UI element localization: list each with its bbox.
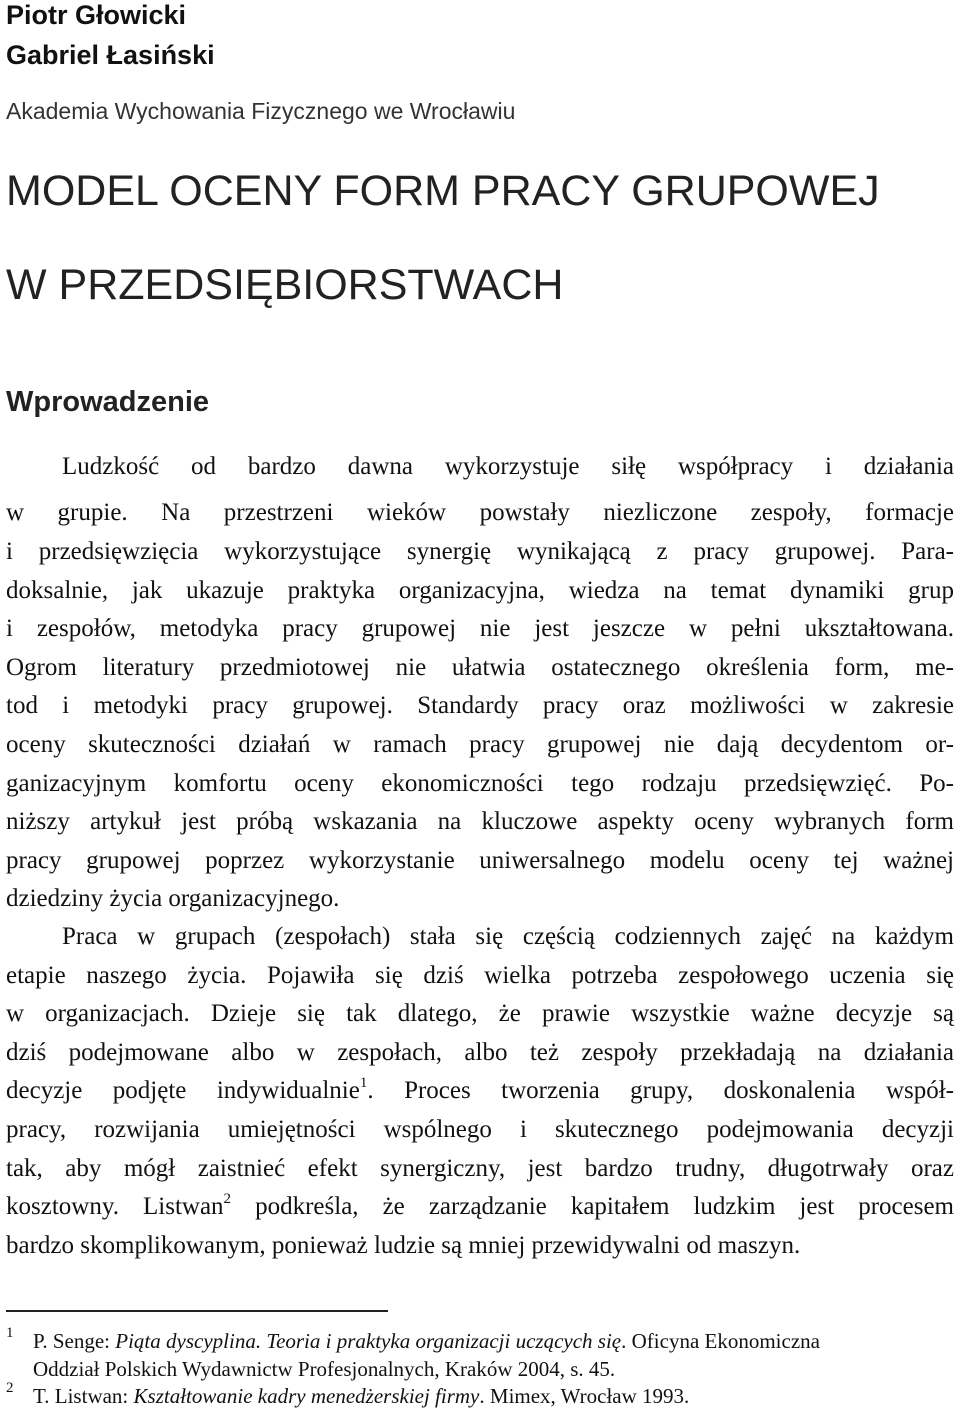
text-line: dziedziny życia organizacyjnego. (6, 885, 340, 912)
text-line: Ludzkość od bardzo dawna wykorzystuje siłę współpracy i działania (62, 453, 954, 480)
text-line: ganizacyjnym komfortu oceny ekonomiczności tego rodzaju przedsięwzięć. Po- (6, 770, 954, 797)
section-heading: Wprowadzenie (6, 386, 210, 418)
text-span: decyzje podjęte indywidualnie (6, 1077, 360, 1104)
footnote-1 (33, 1327, 955, 1355)
text-line: oceny skuteczności działań w ramach pracy grupowej nie dają decydentom or- (6, 731, 954, 758)
footnote-book-title: Kształtowanie kadry menedżerskiej firmy (133, 1384, 480, 1408)
text-line: doksalnie, jak ukazuje praktyka organizacyjna, wiedza na temat dynamiki grup (6, 577, 954, 604)
text-line: etapie naszego życia. Pojawiła się dziś wielka potrzeba zespołowego uczenia się (6, 962, 954, 989)
footnote-author: T. Listwan: (33, 1384, 134, 1408)
text-line (6, 1188, 954, 1227)
article-title-line-1: MODEL OCENY FORM PRACY GRUPOWEJ (6, 167, 880, 215)
text-line: i zespołów, metodyka pracy grupowej nie jest jeszcze w pełni ukształtowana. (6, 615, 954, 642)
text-line: w organizacjach. Dzieje się tak dlatego, że prawie wszystkie ważne decyzje są (6, 1000, 954, 1027)
footnote-number: 1 (6, 1325, 14, 1341)
footnote-author: P. Senge: (33, 1329, 116, 1353)
footnote-ref-2[interactable]: 2 (223, 1191, 232, 1207)
footnote-publisher: . Mimex, Wrocław 1993. (479, 1384, 690, 1408)
text-line: Praca w grupach (zespołach) stała się częścią codziennych zajęć na każdym (62, 923, 954, 950)
footnote-number: 2 (6, 1380, 14, 1396)
text-line: bardzo skomplikowanym, ponieważ ludzie są mniej przewidywalni od maszyn. (6, 1232, 801, 1259)
footnote-divider (6, 1310, 388, 1312)
footnote-book-title: Piąta dyscyplina. Teoria i praktyka organizacji uczących się (115, 1329, 622, 1353)
text-line: w grupie. Na przestrzeni wieków powstały niezliczone zespoły, formacje (6, 499, 954, 526)
text-span: podkreśla, że zarządzanie kapitałem ludzkim jest procesem (231, 1193, 954, 1220)
footnote-1-continuation: Oddział Polskich Wydawnictw Profesjonalnych, Kraków 2004, s. 45. (33, 1357, 616, 1381)
text-line: pracy grupowej poprzez wykorzystanie uniwersalnego modelu oceny tej ważnej (6, 847, 954, 874)
affiliation: Akademia Wychowania Fizycznego we Wrocławiu (6, 98, 516, 124)
text-span: kosztowny. Listwan (6, 1193, 224, 1220)
article-title-line-2: W PRZEDSIĘBIORSTWACH (6, 261, 564, 309)
footnote-2 (33, 1382, 955, 1410)
text-span: . Proces tworzenia grupy, doskonalenia współ- (367, 1077, 954, 1104)
author-name: Piotr Głowicki (6, 0, 187, 30)
text-line: i przedsięwzięcia wykorzystujące synergię wynikającą z pracy grupowej. Para- (6, 538, 954, 565)
text-line: pracy, rozwijania umiejętności wspólnego i skutecznego podejmowania decyzji (6, 1116, 954, 1143)
text-line: Ogrom literatury przedmiotowej nie ułatwia ostatecznego określenia form, me- (6, 654, 954, 681)
footnote-ref-1[interactable]: 1 (359, 1075, 368, 1091)
text-line: niższy artykuł jest próbą wskazania na kluczowe aspekty oceny wybranych form (6, 808, 954, 835)
text-line: tak, aby mógł zaistnieć efekt synergiczny, jest bardzo trudny, długotrwały oraz (6, 1155, 954, 1182)
text-line: dziś podejmowane albo w zespołach, albo też zespoły przekładają na działania (6, 1039, 954, 1066)
text-line: tod i metodyki pracy grupowej. Standardy pracy oraz możliwości w zakresie (6, 692, 954, 719)
footnote-publisher: . Oficyna Ekonomiczna (621, 1329, 820, 1353)
author-name: Gabriel Łasiński (6, 40, 215, 70)
text-line (6, 1072, 954, 1111)
